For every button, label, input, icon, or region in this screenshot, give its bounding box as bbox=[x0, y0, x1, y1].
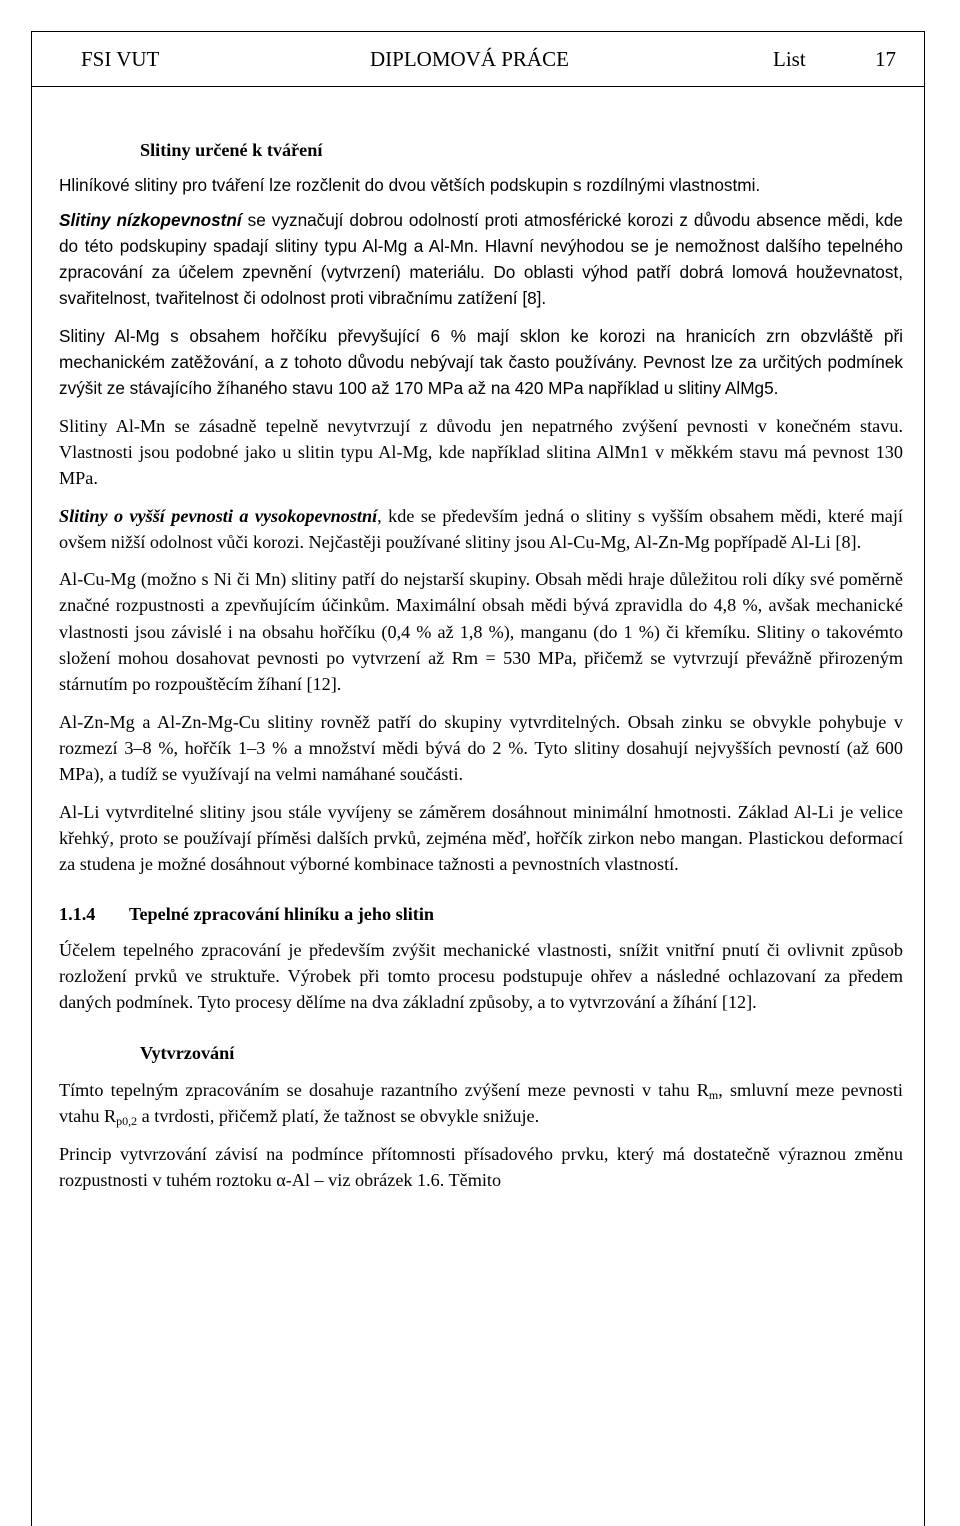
header-title: DIPLOMOVÁ PRÁCE bbox=[370, 46, 569, 71]
subsection-heading: Slitiny určené k tváření bbox=[140, 140, 323, 160]
paragraph: Al-Cu-Mg (možno s Ni či Mn) slitiny patří do nejstarší skupiny. Obsah mědi hraje důležitou roli díky své poměrně značné rozpustnosti a zpevňujícím účinkům. Maximální obsah mědi bývá zpravidla do 4,8 %, avšak mechanické vlastnosti jsou závislé i na obsahu hořčíku (0,4 % až 1,8 %), manganu (do 1 %) či křemíku. Slitiny o takovémto složení mohou dosahovat pevnosti po vytvrzení až Rm = 530 MPa, přičemž se vytvrzují převážně přirozeným stárnutím po rozpouštěcím žíhaní [12]. bbox=[59, 569, 903, 695]
header-institution: FSI VUT bbox=[81, 46, 160, 71]
paragraph: Slitiny nízkopevnostní se vyznačují dobrou odolností proti atmosférické korozi z důvodu absence mědi, kde do této podskupiny spadají slitiny typu Al-Mg a Al-Mn. Hlavní nevýhodou se je nemožnost dalšího tepelného zpracování za účelem zpevnění (vytvrzení) materiálu. Do oblasti výhod patří dobrá lomová houževnatost, svařitelnost, tvařitelnost či odolnost proti vibračnímu zatížení [8]. bbox=[59, 209, 903, 309]
section-heading bbox=[59, 901, 903, 927]
emphasized-term: Slitiny o vyšší pevnosti a vysokopevnostní bbox=[59, 505, 378, 526]
paragraph: Princip vytvrzování závisí na podmínce přítomnosti přísadového prvku, který má dostatečně výraznou změnu rozpustnosti v tuhém roztoku α-Al – viz obrázek 1.6. Těmito bbox=[59, 1143, 903, 1190]
emphasized-term: Slitiny nízkopevnostní bbox=[59, 209, 242, 230]
paragraph: Tímto tepelným zpracováním se dosahuje razantního zvýšení meze pevnosti v tahu $R_m$, smluvní meze pevnosti vtahu $R_{p0,2}$ a tvrdosti, přičemž platí, že tažnost se obvykle snižuje. bbox=[59, 1079, 903, 1129]
header-list-label: List bbox=[773, 46, 806, 71]
paragraph: Hliníkové slitiny pro tváření lze rozčlenit do dvou větších podskupin s rozdílnými vlastnostmi. bbox=[59, 175, 761, 196]
page-body bbox=[59, 137, 903, 1193]
paragraph: Slitiny Al-Mn se zásadně tepelně nevytvrzují z důvodu jen nepatrného zvýšení pevnosti v konečném stavu. Vlastnosti jsou podobné jako u slitin typu Al-Mg, kde například slitina AlMn1 v měkkém stavu má pevnost 130 MPa. bbox=[59, 415, 903, 489]
subsection-heading: Vytvrzování bbox=[140, 1042, 235, 1063]
section-number: 1.1.4 bbox=[59, 904, 96, 925]
paragraph: Al-Zn-Mg a Al-Zn-Mg-Cu slitiny rovněž patří do skupiny vytvrditelných. Obsah zinku se obvykle pohybuje v rozmezí 3–8 %, hořčík 1–3 % a množství mědi bývá do 2 %. Tyto slitiny dosahují nejvyšších pevností (až 600 MPa), a tudíž se využívají na velmi namáhané součásti. bbox=[59, 711, 903, 785]
header-page-number: 17 bbox=[875, 46, 896, 71]
section-title: Tepelné zpracování hliníku a jeho slitin bbox=[129, 904, 435, 925]
paragraph: Slitiny Al-Mg s obsahem hořčíku převyšující 6 % mají sklon ke korozi na hranicích zrn obzvláště při mechanickém zatěžování, a z tohoto důvodu nebývají tak často používány. Pevnost lze za určitých podmínek zvýšit ze stávajícího žíhaného stavu 100 až 170 MPa až na 420 MPa například u slitiny AlMg5. bbox=[59, 325, 903, 399]
paragraph: Al-Li vytvrditelné slitiny jsou stále vyvíjeny se záměrem dosáhnout minimální hmotnosti. Základ Al-Li je velice křehký, proto se používají příměsi dalších prvků, zejména měď, hořčík zirkon nebo mangan. Plastickou deformací za studena je možné dosáhnout výborné kombinace tažnosti a pevnostních vlastností. bbox=[59, 801, 903, 875]
paragraph: Slitiny o vyšší pevnosti a vysokopevnostní, kde se především jedná o slitiny s vyšším obsahem mědi, které mají ovšem nižší odolnost vůči korozi. Nejčastěji používané slitiny jsou Al-Cu-Mg, Al-Zn-Mg popřípadě Al-Li [8]. bbox=[59, 505, 903, 552]
paragraph: Účelem tepelného zpracování je především zvýšit mechanické vlastnosti, snížit vnitřní pnutí či ovlivnit způsob rozložení prvků ve struktuře. Výrobek při tomto procesu podstupuje ohřev a následné ochlazovaní za předem daných podmínek. Tyto procesy dělíme na dva základní způsoby, a to vytvrzování a žíhání [12]. bbox=[59, 939, 903, 1013]
page-header bbox=[31, 31, 925, 87]
